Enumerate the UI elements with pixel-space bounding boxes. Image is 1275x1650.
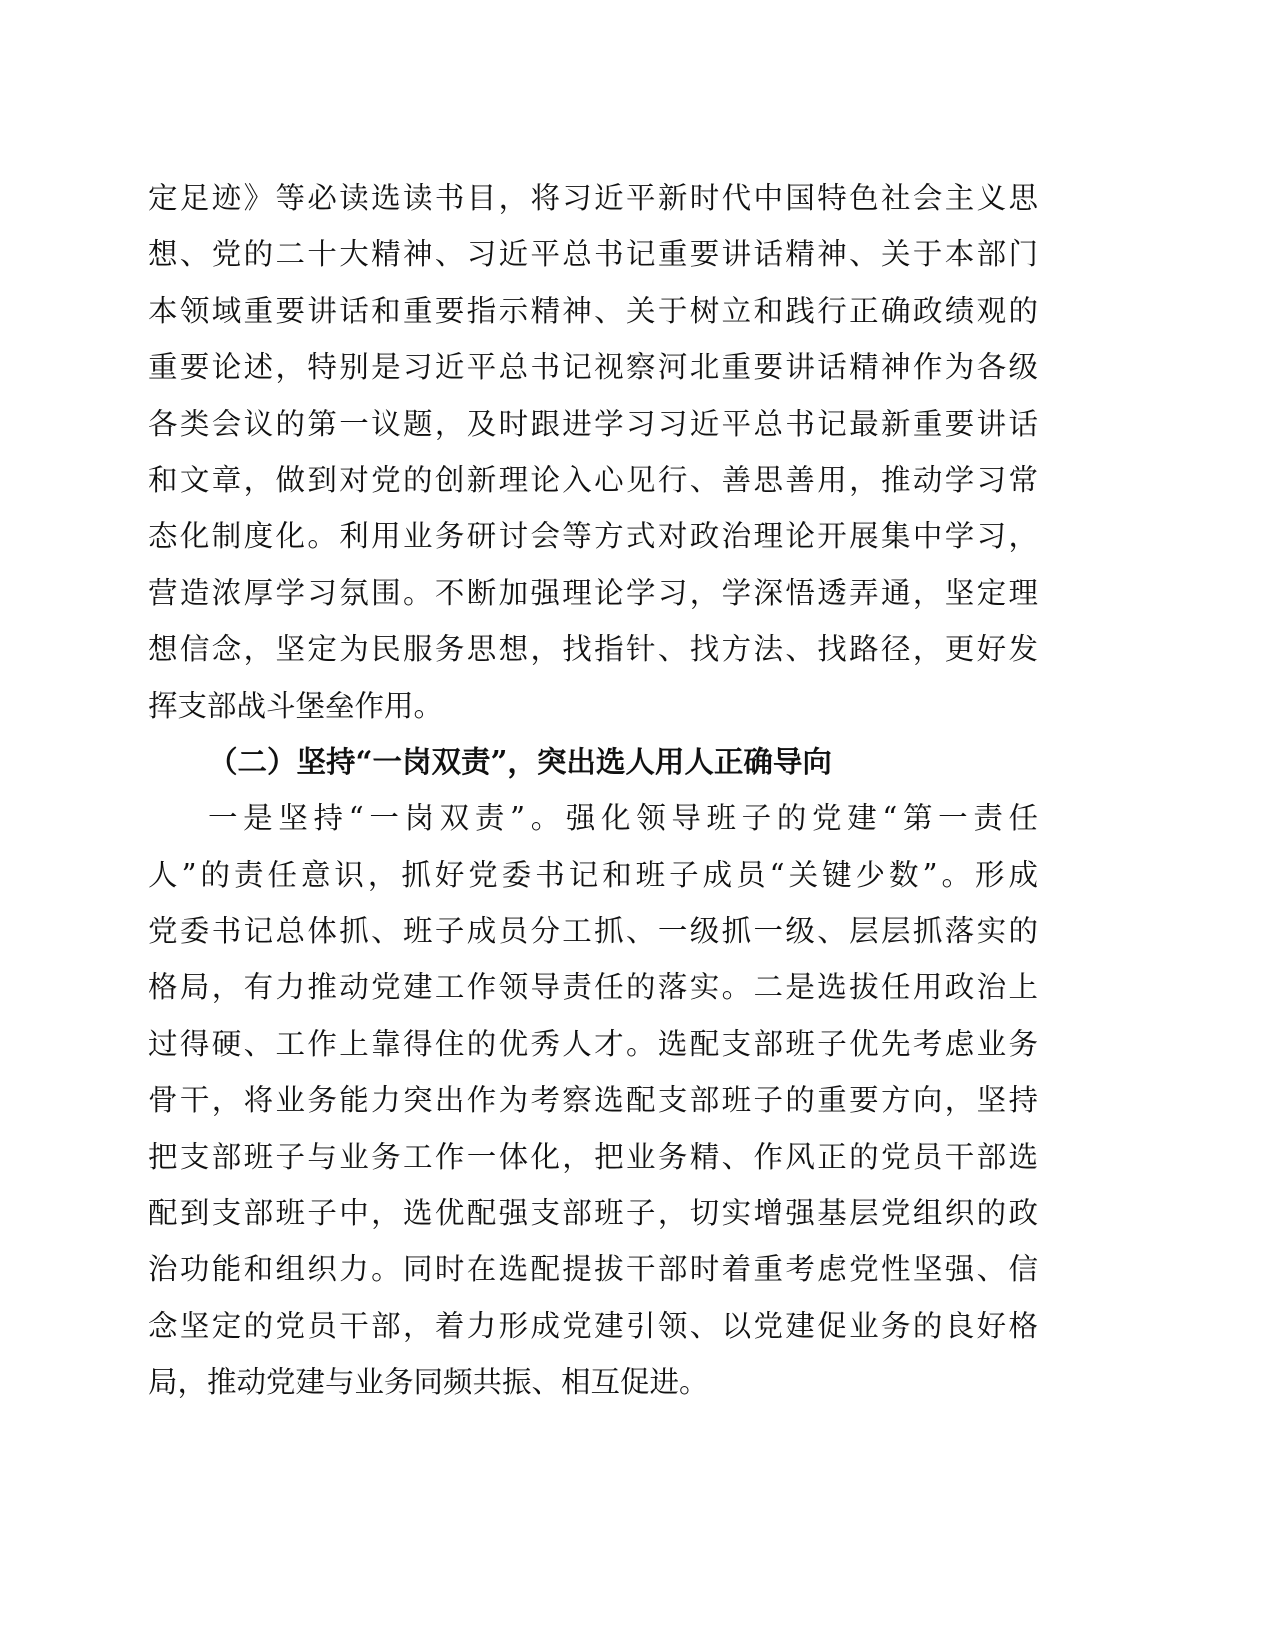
section-heading: （二）坚持“一岗双责”，突出选人用人正确导向 <box>208 743 832 779</box>
paragraph-line: 人”的责任意识，抓好党委书记和班子成员“关键少数”。形成 <box>148 857 1038 892</box>
paragraph-line: 治功能和组织力。同时在选配提拔干部时着重考虑党性坚强、信 <box>148 1252 1038 1287</box>
paragraph-line: 挥支部战斗堡垒作用。 <box>148 688 444 723</box>
paragraph-line: 念坚定的党员干部，着力形成党建引领、以党建促业务的良好格 <box>148 1308 1038 1343</box>
document-body <box>148 170 1038 1411</box>
paragraph-line: 局，推动党建与业务同频共振、相互促进。 <box>148 1365 709 1400</box>
paragraph-line: 党委书记总体抓、班子成员分工抓、一级抓一级、层层抓落实的 <box>148 914 1038 949</box>
paragraph-line: 和文章，做到对党的创新理论入心见行、善思善用，推动学习常 <box>148 462 1038 497</box>
paragraph-line: 一是坚持“一岗双责”。强化领导班子的党建“第一责任 <box>208 801 1038 836</box>
paragraph-line: 营造浓厚学习氛围。不断加强理论学习，学深悟透弄通，坚定理 <box>148 575 1038 610</box>
paragraph-line: 态化制度化。利用业务研讨会等方式对政治理论开展集中学习， <box>148 519 1038 554</box>
paragraph-line: 本领域重要讲话和重要指示精神、关于树立和践行正确政绩观的 <box>148 293 1038 328</box>
paragraph-line: 配到支部班子中，选优配强支部班子，切实增强基层党组织的政 <box>148 1196 1038 1231</box>
paragraph-line: 定足迹》等必读选读书目，将习近平新时代中国特色社会主义思 <box>148 181 1038 215</box>
paragraph-line: 格局，有力推动党建工作领导责任的落实。二是选拔任用政治上 <box>148 970 1038 1005</box>
paragraph-line: 骨干，将业务能力突出作为考察选配支部班子的重要方向，坚持 <box>148 1083 1038 1118</box>
paragraph-line: 想信念，坚定为民服务思想，找指针、找方法、找路径，更好发 <box>148 632 1038 667</box>
paragraph-line: 过得硬、工作上靠得住的优秀人才。选配支部班子优先考虑业务 <box>148 1026 1038 1061</box>
paragraph-line: 各类会议的第一议题，及时跟进学习习近平总书记最新重要讲话 <box>148 406 1038 441</box>
paragraph-line: 想、党的二十大精神、习近平总书记重要讲话精神、关于本部门 <box>148 237 1038 272</box>
paragraph-line: 把支部班子与业务工作一体化，把业务精、作风正的党员干部选 <box>148 1139 1038 1174</box>
paragraph-line: 重要论述，特别是习近平总书记视察河北重要讲话精神作为各级 <box>148 350 1038 385</box>
